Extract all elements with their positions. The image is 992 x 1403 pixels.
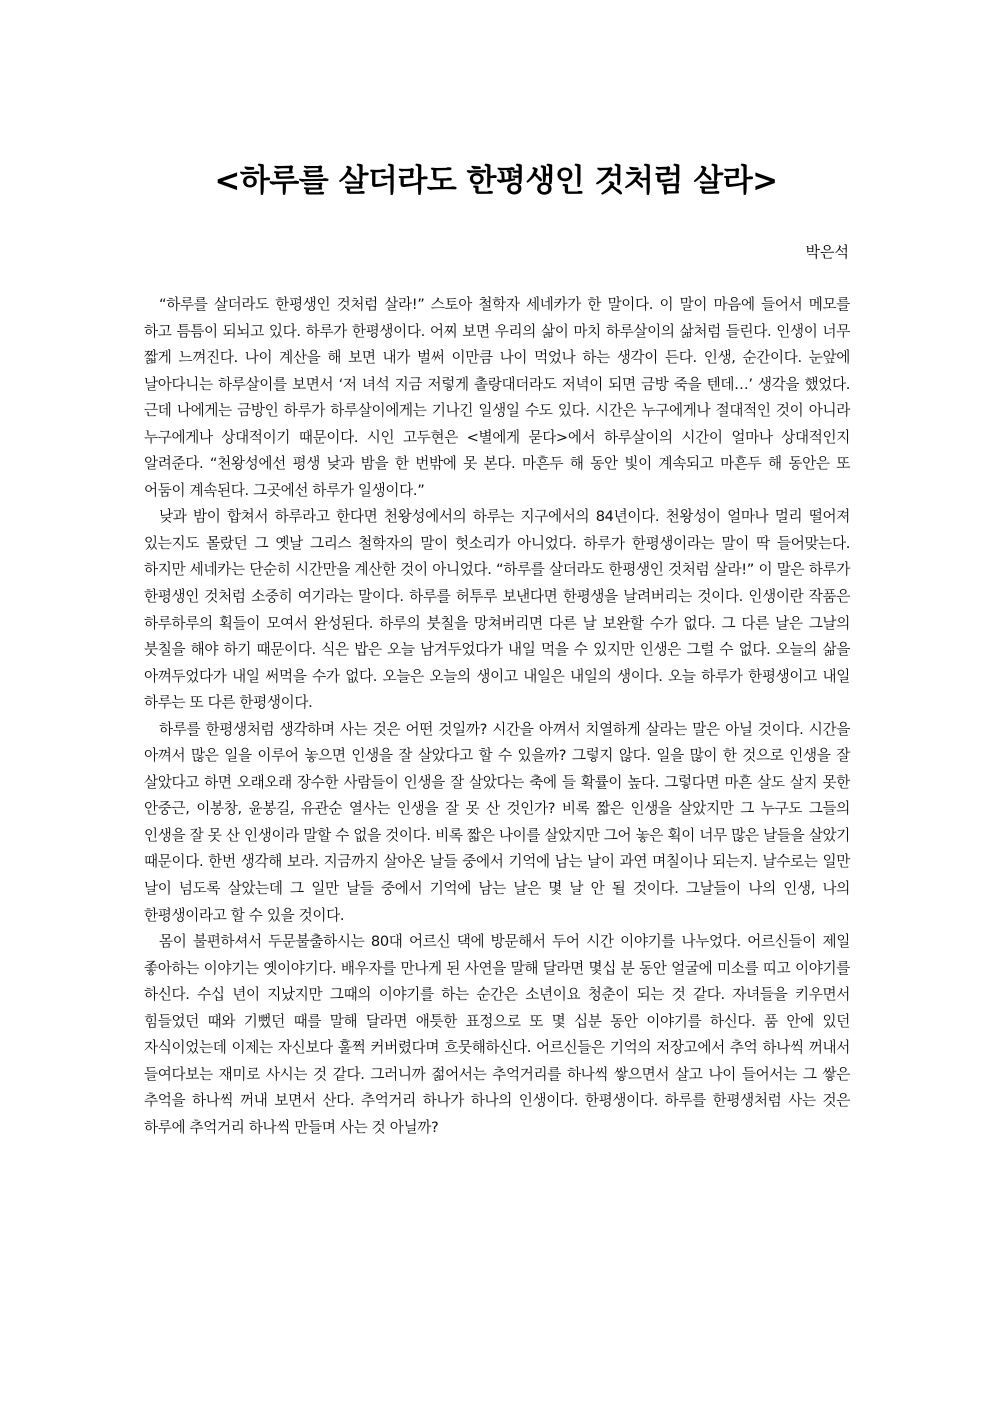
paragraph-1: “하루를 살더라도 한평생인 것처럼 살라!” 스토아 철학자 세네카가 한 말이다. 이 말이 마음에 들어서 메모를 하고 틈틈이 되뇌고 있다. 하루가 한평생이다. 어찌 보면 우리의 삶이 마치 하루살이의 삶처럼 들린다. 인생이 너무 짧게 느껴진다. 나이 계산을 해 보면 내가 벌써 이만큼 나이 먹었나 하는 생각이 든다. 인생, 순간이다. 눈앞에 날아다니는 하루살이를 보면서 ‘저 녀석 지금 저렇게 촐랑대더라도 저녁이 되면 금방 죽을 텐데…’ 생각을 했었다. 근데 나에게는 금방인 하루가 하루살이에게는 기나긴 일생일 수도 있다. 시간은 누구에게나 절대적인 것이 아니라 누구에게나 상대적이기 때문이다. 시인 고두현은 <별에게 묻다>에서 하루살이의 시간이 얼마나 상대적인지 알려준다. “천왕성에선 평생 낮과 밤을 한 번밖에 못 본다. 마흔두 해 동안 빛이 계속되고 마흔두 해 동안은 또 어둠이 계속된다. 그곳에선 하루가 일생이다.”	[144, 296, 850, 499]
paragraph-4: 몸이 불편하셔서 두문불출하시는 80대 어르신 댁에 방문해서 두어 시간 이야기를 나누었다. 어르신들이 제일 좋아하는 이야기는 옛이야기다. 배우자를 만나게 된 사연을 말해 달라면 몇십 분 동안 얼굴에 미소를 띠고 이야기를 하신다. 수십 년이 지났지만 그때의 이야기를 하는 순간은 소년이요 청춘이 되는 것 같다. 자녀들을 키우면서 힘들었던 때와 기뻤던 때를 말해 달라면 애틋한 표정으로 또 몇 십분 동안 이야기를 하신다. 품 안에 있던 자식이었는데 이제는 자신보다 훌쩍 커버렸다며 흐뭇해하신다. 어르신들은 기억의 저장고에서 추억 하나씩 꺼내서 들여다보는 재미로 사시는 것 같다. 그러니까 젊어서는 추억거리를 하나씩 쌓으면서 살고 나이 들어서는 그 쌓은 추억을 하나씩 꺼내 보면서 산다. 추억거리 하나가 하나의 인생이다. 한평생이다. 하루를 한평생처럼 사는 것은 하루에 추억거리 하나씩 만들며 사는 것 아닐까?	[144, 933, 850, 1136]
paragraph-2: 낮과 밤이 합쳐서 하루라고 한다면 천왕성에서의 하루는 지구에서의 84년이다. 천왕성이 얼마나 멀리 떨어져 있는지도 몰랐던 그 옛날 그리스 철학자의 말이 헛소리가 아니었다. 하루가 한평생이라는 말이 딱 들어맞는다. 하지만 세네카는 단순히 시간만을 계산한 것이 아니었다. “하루를 살더라도 한평생인 것처럼 살라!” 이 말은 하루가 한평생인 것처럼 소중히 여기라는 말이다. 하루를 허투루 보낸다면 한평생을 날려버리는 것이다. 인생이란 작품은 하루하루의 획들이 모여서 완성된다. 하루의 붓칠을 망쳐버리면 다른 날 보완할 수가 없다. 그 다른 날은 그날의 붓칠을 해야 하기 때문이다. 식은 밥은 오늘 남겨두었다가 내일 먹을 수 있지만 인생은 그럴 수 없다. 오늘의 삶을 아껴두었다가 내일 써먹을 수가 없다. 오늘은 오늘의 생이고 내일은 내일의 생이다. 오늘 하루가 한평생이고 내일 하루는 또 다른 한평생이다.	[144, 508, 850, 712]
author-name: 박은석	[805, 243, 849, 261]
document-title: <하루를 살더라도 한평생인 것처럼 살라>	[214, 163, 778, 199]
paragraph-3: 하루를 한평생처럼 생각하며 사는 것은 어떤 것일까? 시간을 아껴서 치열하게 살라는 말은 아닐 것이다. 시간을 아껴서 많은 일을 이루어 놓으면 인생을 잘 살았다고 할 수 있을까? 그렇지 않다. 일을 많이 한 것으로 인생을 잘 살았다고 하면 오래오래 장수한 사람들이 인생을 잘 살았다는 축에 들 확률이 높다. 그렇다면 마흔 살도 살지 못한 안중근, 이봉창, 윤봉길, 유관순 열사는 인생을 잘 못 산 것인가? 비록 짧은 인생을 살았지만 그 누구도 그들의 인생을 잘 못 산 인생이라 말할 수 없을 것이다. 비록 짧은 나이를 살았지만 그어 놓은 획이 너무 많은 날들을 살았기 때문이다. 한번 생각해 보라. 지금까지 살아온 날들 중에서 기억에 남는 날이 과연 며칠이나 되는지. 날수로는 일만 날이 넘도록 살았는데 그 일만 날들 중에서 기억에 남는 날은 몇 날 안 될 것이다. 그날들이 나의 인생, 나의 한평생이라고 할 수 있을 것이다.	[144, 720, 850, 924]
document-body	[144, 292, 850, 1142]
